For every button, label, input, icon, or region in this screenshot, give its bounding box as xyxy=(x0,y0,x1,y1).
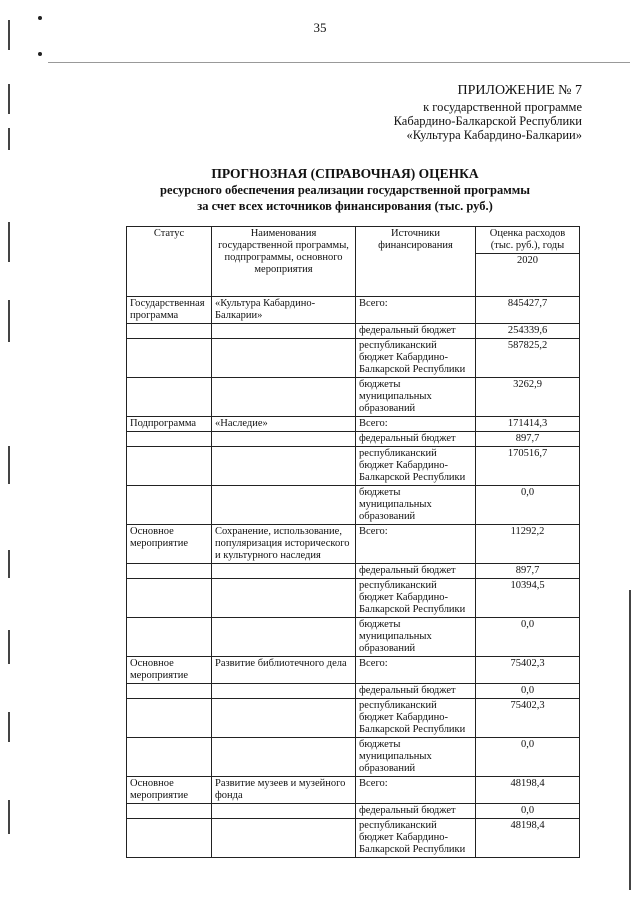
source-cell: федеральный бюджет xyxy=(356,432,476,447)
table-row xyxy=(127,378,580,417)
status-cell: Государственная программа xyxy=(127,297,212,324)
source-cell: республиканский бюджет Кабардино-Балкарской Республики xyxy=(356,699,476,738)
name-cell xyxy=(212,564,356,579)
appendix-block xyxy=(360,82,582,142)
header-row xyxy=(127,227,580,254)
table-row xyxy=(127,738,580,777)
appendix-line: Кабардино-Балкарской Республики xyxy=(393,114,582,128)
table-row xyxy=(127,417,580,432)
status-cell xyxy=(127,564,212,579)
source-cell: республиканский бюджет Кабардино-Балкарской Республики xyxy=(356,579,476,618)
name-cell: Развитие музеев и музейного фонда xyxy=(212,777,356,804)
status-cell xyxy=(127,804,212,819)
status-cell xyxy=(127,339,212,378)
scan-mark xyxy=(8,222,10,262)
status-cell xyxy=(127,819,212,858)
amount-cell: 170516,7 xyxy=(476,447,580,486)
status-cell xyxy=(127,486,212,525)
amount-cell: 0,0 xyxy=(476,486,580,525)
name-cell xyxy=(212,447,356,486)
source-cell: Всего: xyxy=(356,657,476,684)
status-cell xyxy=(127,378,212,417)
name-cell xyxy=(212,804,356,819)
status-cell xyxy=(127,684,212,699)
amount-cell: 897,7 xyxy=(476,432,580,447)
name-cell xyxy=(212,579,356,618)
amount-cell: 171414,3 xyxy=(476,417,580,432)
name-cell xyxy=(212,819,356,858)
name-cell: Развитие библиотечного дела xyxy=(212,657,356,684)
name-cell xyxy=(212,378,356,417)
table-row xyxy=(127,618,580,657)
document-heading xyxy=(110,166,580,214)
name-cell xyxy=(212,324,356,339)
source-cell: Всего: xyxy=(356,417,476,432)
table-row xyxy=(127,777,580,804)
status-cell xyxy=(127,738,212,777)
source-cell: федеральный бюджет xyxy=(356,804,476,819)
scan-mark xyxy=(8,446,10,484)
amount-cell: 0,0 xyxy=(476,684,580,699)
header-status: Статус xyxy=(127,227,212,297)
appendix-line: «Культура Кабардино-Балкарии» xyxy=(406,128,582,142)
table-row xyxy=(127,657,580,684)
name-cell xyxy=(212,432,356,447)
name-cell xyxy=(212,339,356,378)
amount-cell: 897,7 xyxy=(476,564,580,579)
amount-cell: 48198,4 xyxy=(476,777,580,804)
source-cell: Всего: xyxy=(356,297,476,324)
source-cell: бюджеты муниципальных образований xyxy=(356,618,476,657)
table-row xyxy=(127,432,580,447)
status-cell: Основное мероприятие xyxy=(127,525,212,564)
amount-cell: 3262,9 xyxy=(476,378,580,417)
name-cell xyxy=(212,684,356,699)
scan-mark xyxy=(8,300,10,342)
heading-subtitle: за счет всех источников финансирования (тыс. руб.) xyxy=(197,199,493,213)
name-cell xyxy=(212,738,356,777)
name-cell: «Наследие» xyxy=(212,417,356,432)
source-cell: Всего: xyxy=(356,525,476,564)
table-row xyxy=(127,699,580,738)
source-cell: бюджеты муниципальных образований xyxy=(356,486,476,525)
name-cell: «Культура Кабардино-Балкарии» xyxy=(212,297,356,324)
status-cell xyxy=(127,447,212,486)
heading-title: ПРОГНОЗНАЯ (СПРАВОЧНАЯ) ОЦЕНКА xyxy=(211,166,479,181)
name-cell xyxy=(212,618,356,657)
source-cell: республиканский бюджет Кабардино-Балкарской Республики xyxy=(356,819,476,858)
amount-cell: 587825,2 xyxy=(476,339,580,378)
name-cell xyxy=(212,486,356,525)
header-name: Наименования государственной программы, подпрограммы, основного мероприятия xyxy=(212,227,356,297)
page-number: 35 xyxy=(313,20,327,35)
table-row xyxy=(127,324,580,339)
table-row xyxy=(127,447,580,486)
amount-cell: 0,0 xyxy=(476,618,580,657)
header-year: 2020 xyxy=(476,254,580,297)
source-cell: федеральный бюджет xyxy=(356,684,476,699)
source-cell: бюджеты муниципальных образований xyxy=(356,738,476,777)
scan-mark xyxy=(8,712,10,742)
amount-cell: 48198,4 xyxy=(476,819,580,858)
amount-cell: 10394,5 xyxy=(476,579,580,618)
source-cell: бюджеты муниципальных образований xyxy=(356,378,476,417)
amount-cell: 75402,3 xyxy=(476,699,580,738)
table-row xyxy=(127,819,580,858)
amount-cell: 11292,2 xyxy=(476,525,580,564)
amount-cell: 254339,6 xyxy=(476,324,580,339)
scan-mark xyxy=(8,128,10,150)
name-cell xyxy=(212,699,356,738)
amount-cell: 0,0 xyxy=(476,738,580,777)
appendix-title: ПРИЛОЖЕНИЕ № 7 xyxy=(457,83,582,98)
scan-mark xyxy=(8,630,10,664)
header-source: Источники финансирования xyxy=(356,227,476,297)
table-row xyxy=(127,804,580,819)
status-cell xyxy=(127,432,212,447)
status-cell: Основное мероприятие xyxy=(127,777,212,804)
amount-cell: 75402,3 xyxy=(476,657,580,684)
source-cell: Всего: xyxy=(356,777,476,804)
table-row xyxy=(127,297,580,324)
appendix-line: к государственной программе xyxy=(423,100,582,114)
scan-mark xyxy=(8,800,10,834)
table-row xyxy=(127,486,580,525)
scan-rule xyxy=(48,62,630,63)
scan-mark xyxy=(8,84,10,114)
status-cell xyxy=(127,618,212,657)
scan-mark xyxy=(629,590,631,890)
header-estimate: Оценка расходов (тыс. руб.), годы xyxy=(476,227,580,254)
source-cell: республиканский бюджет Кабардино-Балкарской Республики xyxy=(356,447,476,486)
heading-subtitle: ресурсного обеспечения реализации государственной программы xyxy=(160,183,530,197)
amount-cell: 0,0 xyxy=(476,804,580,819)
name-cell: Сохранение, использование, популяризация исторического и культурного наследия xyxy=(212,525,356,564)
status-cell xyxy=(127,699,212,738)
status-cell: Основное мероприятие xyxy=(127,657,212,684)
status-cell xyxy=(127,324,212,339)
table-row xyxy=(127,339,580,378)
scan-dot xyxy=(38,52,42,56)
table-row xyxy=(127,564,580,579)
scan-mark xyxy=(8,550,10,578)
source-cell: федеральный бюджет xyxy=(356,564,476,579)
table-row xyxy=(127,684,580,699)
table-row xyxy=(127,525,580,564)
budget-table xyxy=(126,226,580,858)
source-cell: республиканский бюджет Кабардино-Балкарской Республики xyxy=(356,339,476,378)
amount-cell: 845427,7 xyxy=(476,297,580,324)
status-cell: Подпрограмма xyxy=(127,417,212,432)
source-cell: федеральный бюджет xyxy=(356,324,476,339)
table-row xyxy=(127,579,580,618)
table-body xyxy=(127,297,580,858)
status-cell xyxy=(127,579,212,618)
